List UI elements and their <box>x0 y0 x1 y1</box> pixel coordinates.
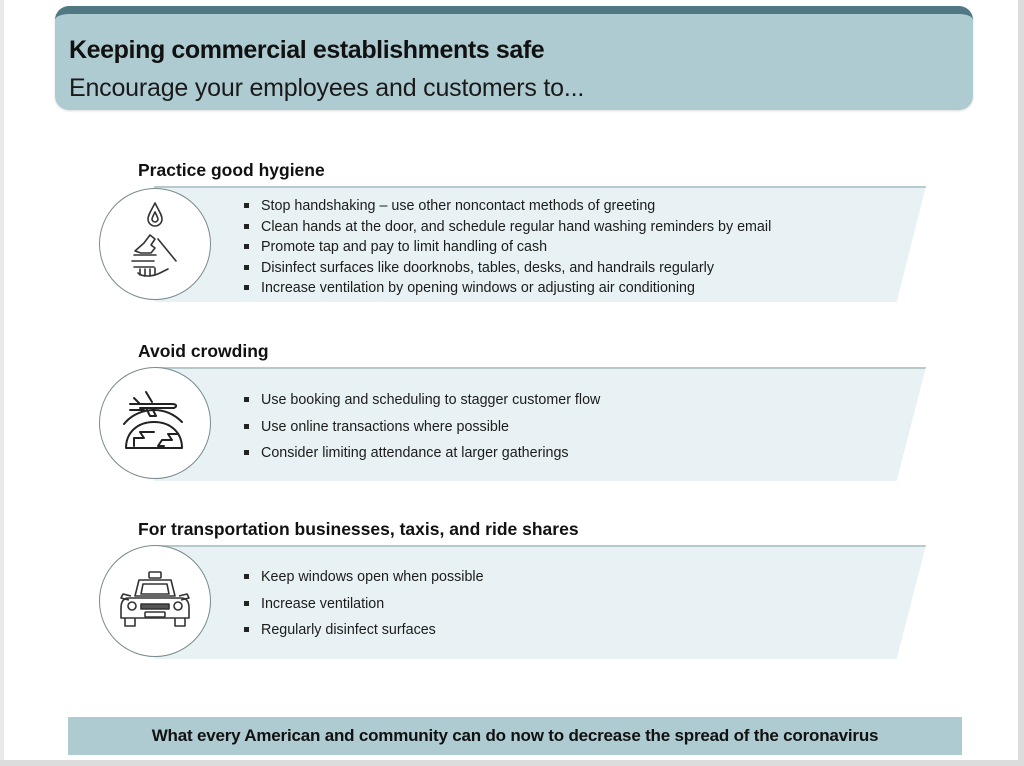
list-item: Consider limiting attendance at larger gatherings <box>244 440 600 467</box>
slide <box>4 0 1018 760</box>
page-edge-right <box>1018 0 1024 766</box>
list-item: Increase ventilation <box>244 591 484 618</box>
section-title: Practice good hygiene <box>138 160 325 180</box>
icon-circle <box>99 545 211 657</box>
section-title: For transportation businesses, taxis, and ride shares <box>138 519 579 539</box>
list-item: Use booking and scheduling to stagger customer flow <box>244 387 600 414</box>
taxi-icon <box>117 568 193 634</box>
list-item: Promote tap and pay to limit handling of cash <box>244 237 771 258</box>
plane-globe-icon <box>120 388 190 458</box>
page-subtitle: Encourage your employees and customers to... <box>69 74 585 102</box>
list-item: Keep windows open when possible <box>244 564 484 591</box>
section-title: Avoid crowding <box>138 341 269 361</box>
icon-circle <box>99 367 211 479</box>
page-title: Keeping commercial establishments safe <box>69 36 545 64</box>
page-edge-bottom <box>0 760 1024 766</box>
hand-washing-icon <box>120 199 190 289</box>
list-item: Regularly disinfect surfaces <box>244 617 484 644</box>
list-item: Use online transactions where possible <box>244 414 600 441</box>
list-item: Increase ventilation by opening windows or adjusting air conditioning <box>244 278 771 299</box>
icon-circle <box>99 188 211 300</box>
footer-text: What every American and community can do now to decrease the spread of the coronavirus <box>151 726 879 745</box>
header-banner <box>55 6 973 110</box>
list-item: Disinfect surfaces like doorknobs, tables, desks, and handrails regularly <box>244 258 771 279</box>
bullet-list <box>244 387 600 467</box>
bullet-list <box>244 564 484 644</box>
bullet-list <box>244 196 771 299</box>
list-item: Clean hands at the door, and schedule regular hand washing reminders by email <box>244 217 771 238</box>
footer-banner <box>68 717 962 755</box>
list-item: Stop handshaking – use other noncontact methods of greeting <box>244 196 771 217</box>
